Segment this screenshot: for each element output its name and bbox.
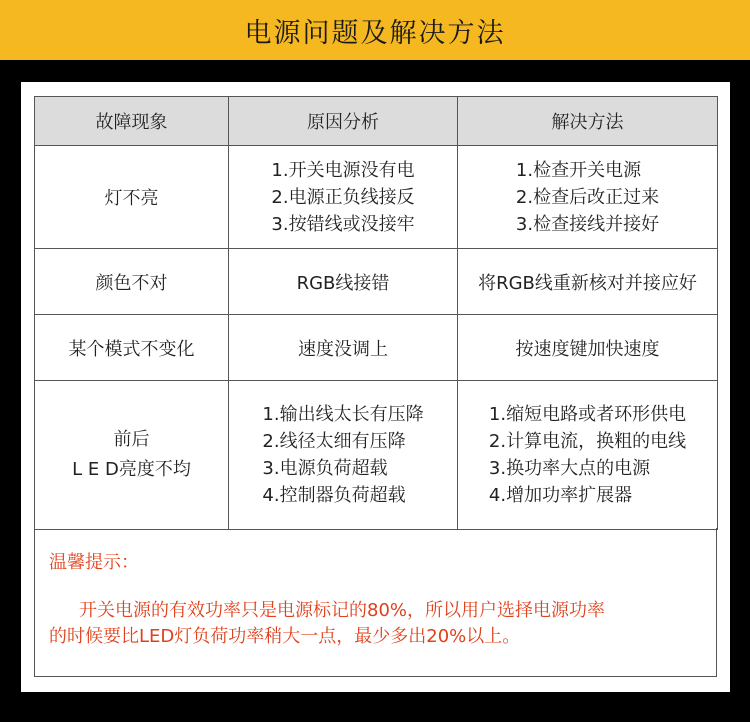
symptom-cell xyxy=(35,146,229,249)
solution-item: 1.检查开关电源 xyxy=(515,159,642,181)
solution-list xyxy=(489,401,686,509)
column-header-solution: 解决方法 xyxy=(458,97,718,146)
solution-cell xyxy=(458,249,718,315)
symptom-text: 灯不亮 xyxy=(104,188,159,209)
cause-item: 4.控制器负荷超载 xyxy=(262,485,406,506)
cause-list xyxy=(271,157,414,238)
solution-cell xyxy=(458,146,718,249)
symptom-cell xyxy=(35,249,229,315)
table-row xyxy=(35,249,718,315)
symptom-text: L E D亮度不均 xyxy=(72,459,191,480)
cause-item: RGB线接错 xyxy=(296,272,390,294)
table-header-row xyxy=(35,97,718,146)
symptom-text: 前后 xyxy=(113,429,150,450)
cause-item: 3.按错线或没接牢 xyxy=(271,213,415,235)
column-header-cause: 原因分析 xyxy=(229,97,458,146)
solution-cell xyxy=(458,315,718,381)
notice-text-line: 的时候要比LED灯负荷功率稍大一点，最少多出20%以上。 xyxy=(49,626,521,647)
symptom-text: 某个模式不变化 xyxy=(68,338,195,360)
cause-item: 1.输出线太长有压降 xyxy=(262,404,424,425)
column-header-symptom: 故障现象 xyxy=(35,97,229,146)
notice-text-line: 开关电源的有效功率只是电源标记的80%，所以用户选择电源功率 xyxy=(79,600,606,621)
symptom-text: 颜色不对 xyxy=(95,272,168,294)
table-row xyxy=(35,146,718,249)
solution-item: 4.增加功率扩展器 xyxy=(488,485,633,506)
solution-item: 将RGB线重新核对并接应好 xyxy=(478,272,697,294)
cause-item: 2.电源正负线接反 xyxy=(271,186,415,208)
notice-box xyxy=(34,528,717,677)
fault-table xyxy=(34,96,718,530)
page-header xyxy=(0,0,750,60)
solution-item: 3.换功率大点的电源 xyxy=(488,458,651,479)
cause-cell xyxy=(229,381,458,530)
cause-cell xyxy=(229,315,458,381)
content-panel xyxy=(21,82,730,692)
table-row xyxy=(35,381,718,530)
cause-item: 2.线径太细有压降 xyxy=(262,431,406,452)
cause-list xyxy=(262,401,423,509)
cause-cell xyxy=(229,249,458,315)
page-title: 电源问题及解决方法 xyxy=(244,17,506,49)
cause-cell xyxy=(229,146,458,249)
solution-item: 2.计算电流，换粗的电线 xyxy=(488,431,687,452)
notice-title: 温馨提示： xyxy=(49,552,139,573)
solution-list xyxy=(516,157,659,238)
solution-cell xyxy=(458,381,718,530)
solution-item: 按速度键加快速度 xyxy=(515,338,660,360)
table-row xyxy=(35,315,718,381)
solution-item: 2.检查后改正过来 xyxy=(515,186,660,208)
cause-item: 3.电源负荷超载 xyxy=(262,458,388,479)
solution-item: 1.缩短电路或者环形供电 xyxy=(488,404,687,425)
cause-item: 1.开关电源没有电 xyxy=(271,159,415,181)
symptom-cell xyxy=(35,381,229,530)
cause-item: 速度没调上 xyxy=(298,338,388,360)
solution-item: 3.检查接线并接好 xyxy=(515,213,660,235)
symptom-text-block xyxy=(35,425,228,485)
symptom-cell xyxy=(35,315,229,381)
